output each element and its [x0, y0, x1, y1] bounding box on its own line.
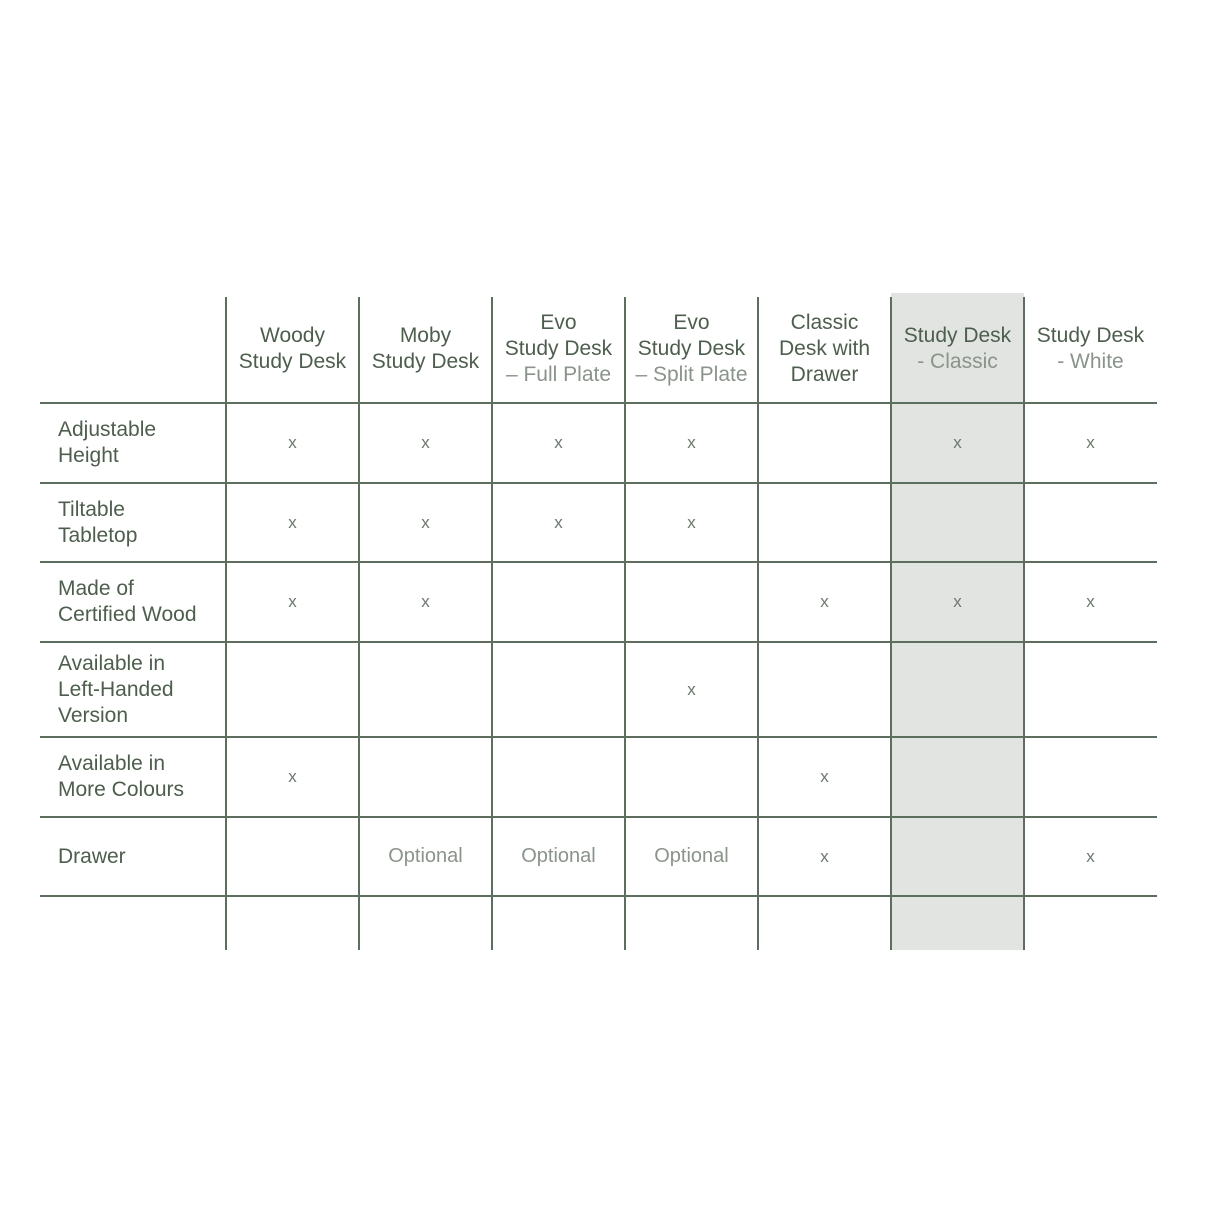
column-header-subtitle: - Classic — [917, 350, 998, 373]
column-header-line: Evo — [673, 311, 710, 334]
column-header-line: Classic — [790, 311, 859, 334]
column-header-line: Study Desk — [504, 337, 613, 360]
check-mark: x — [953, 592, 962, 611]
row-label-line: Left-Handed — [58, 677, 174, 701]
check-mark: x — [820, 592, 829, 611]
row-label-line: Version — [58, 703, 129, 727]
row-label-text — [58, 751, 184, 803]
check-mark: x — [1086, 592, 1095, 611]
row-label-line: Tabletop — [58, 523, 138, 547]
row-label-text — [58, 497, 137, 549]
row-label-line: Made of — [58, 577, 134, 600]
check-mark: x — [687, 679, 696, 699]
row-label-line: Adjustable — [58, 418, 157, 441]
column-header-line: Study Desk — [637, 337, 746, 360]
check-mark: x — [687, 512, 696, 532]
row-label — [58, 483, 222, 562]
column-header-line: Desk with — [778, 337, 871, 360]
check-mark: x — [288, 592, 297, 611]
column-header — [492, 297, 625, 401]
check-mark: x — [953, 433, 962, 452]
row-label-text — [58, 576, 197, 628]
check-mark: x — [421, 512, 430, 532]
column-header — [226, 297, 359, 401]
column-header — [1024, 297, 1157, 401]
optional-value: Optional — [521, 845, 596, 867]
row-label-line: Height — [58, 444, 119, 467]
column-header-line: Study Desk — [371, 350, 480, 373]
check-mark: x — [554, 433, 563, 452]
column-header-subtitle: – Split Plate — [635, 363, 748, 386]
column-header-line: Drawer — [790, 363, 859, 386]
check-mark: x — [1086, 846, 1095, 866]
row-label-text — [58, 651, 174, 729]
optional-value: Optional — [388, 845, 463, 867]
column-header-line: Woody — [260, 324, 325, 347]
row-label-line: Available in — [58, 651, 166, 675]
row-label-line: Available in — [58, 752, 166, 775]
optional-value: Optional — [654, 845, 729, 867]
row-label-line: Tiltable — [58, 497, 125, 521]
row-label — [58, 562, 222, 642]
check-mark: x — [421, 433, 430, 452]
row-label-line: Drawer — [58, 844, 126, 868]
check-mark: x — [554, 512, 563, 532]
column-header — [758, 297, 891, 401]
column-header — [625, 297, 758, 401]
row-label — [58, 817, 222, 896]
check-mark: x — [1086, 433, 1095, 452]
column-header-line: Study Desk — [238, 350, 347, 373]
row-label-line: More Colours — [58, 778, 185, 801]
check-mark: x — [421, 592, 430, 611]
column-header-line: Study Desk — [1036, 324, 1145, 347]
row-label-text — [58, 417, 156, 469]
column-header — [891, 297, 1024, 401]
column-header-line: Study Desk — [903, 324, 1012, 347]
column-header — [359, 297, 492, 401]
column-header-line: Moby — [399, 324, 452, 347]
column-header-subtitle: - White — [1057, 350, 1124, 373]
row-label — [58, 737, 222, 817]
column-header-line: Evo — [540, 311, 577, 334]
check-mark: x — [820, 767, 829, 786]
column-header-subtitle: – Full Plate — [505, 363, 612, 386]
check-mark: x — [288, 512, 297, 532]
row-label-text — [58, 844, 126, 870]
row-label — [58, 642, 222, 737]
check-mark: x — [820, 846, 829, 866]
row-label — [58, 403, 222, 483]
check-mark: x — [687, 433, 696, 452]
check-mark: x — [288, 767, 297, 786]
row-label-line: Certified Wood — [58, 603, 197, 626]
check-mark: x — [288, 433, 297, 452]
